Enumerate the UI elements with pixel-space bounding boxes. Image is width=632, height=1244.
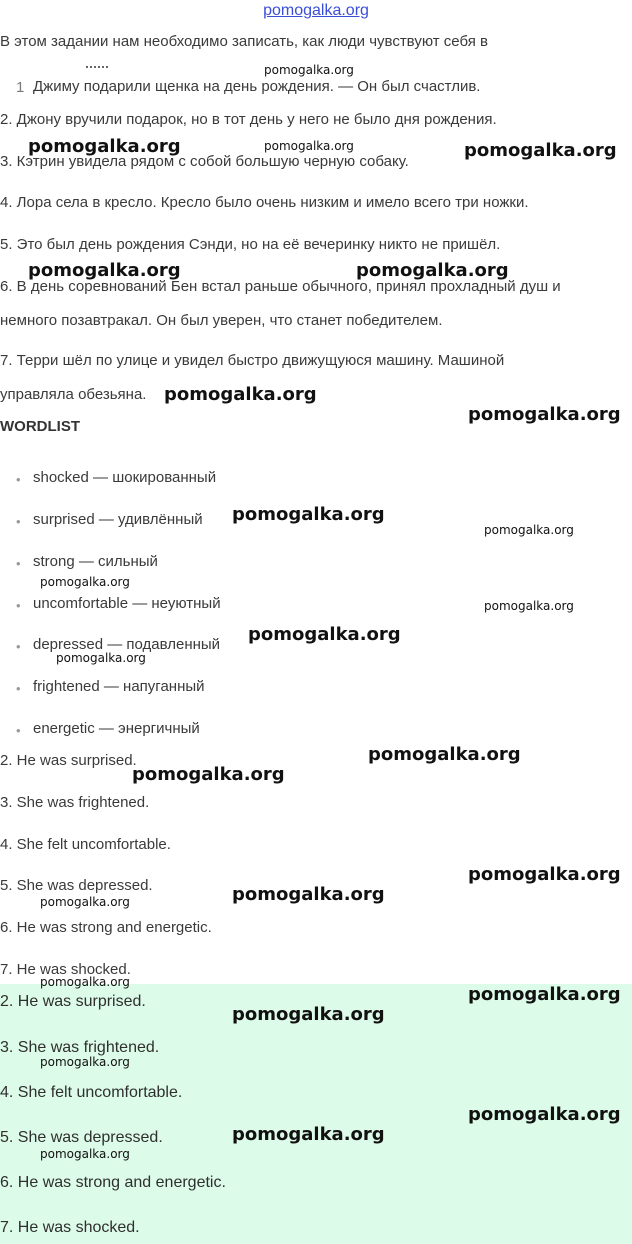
wordlist-item: frightened — напуганный — [33, 678, 205, 695]
situation-line: 6. В день соревнований Бен встал раньше обычного, принял прохладный душ и — [0, 278, 561, 295]
situation-line: управляла обезьяна. — [0, 386, 147, 403]
watermark: pomogalka.org — [468, 984, 621, 1005]
watermark: pomogalka.org — [356, 260, 509, 281]
situation-line: 4. Лора села в кресло. Кресло было очень низким и имело всего три ножки. — [0, 194, 529, 211]
intro-text: В этом задании нам необходимо записать, как люди чувствуют себя в — [0, 33, 488, 50]
watermark: pomogalka.org — [468, 1104, 621, 1125]
situation-line: немного позавтракал. Он был уверен, что станет победителем. — [0, 312, 443, 329]
highlighted-answer: 4. She felt uncomfortable. — [0, 1084, 183, 1101]
watermark: pomogalka.org — [40, 1055, 130, 1069]
watermark: pomogalka.org — [164, 384, 317, 405]
bullet-icon: • — [16, 556, 21, 571]
situation-number: 1 — [16, 79, 25, 96]
watermark: pomogalka.org — [28, 260, 181, 281]
wordlist-item: energetic — энергичный — [33, 720, 200, 737]
answer-line: 3. She was frightened. — [0, 794, 150, 811]
bullet-icon: • — [16, 723, 21, 738]
watermark: pomogalka.org — [56, 651, 146, 665]
watermark: pomogalka.org — [484, 599, 574, 613]
answer-line: 2. He was surprised. — [0, 752, 137, 769]
watermark: pomogalka.org — [232, 1124, 385, 1145]
highlighted-answer: 7. He was shocked. — [0, 1219, 140, 1236]
highlighted-answer: 2. He was surprised. — [0, 993, 146, 1010]
watermark: pomogalka.org — [264, 63, 354, 77]
wordlist-item: surprised — удивлённый — [33, 511, 203, 528]
answer-line: 5. She was depressed. — [0, 877, 153, 894]
answer-line: 7. He was shocked. — [0, 961, 131, 978]
bullet-icon: • — [16, 639, 21, 654]
watermark: pomogalka.org — [40, 575, 130, 589]
site-link[interactable]: pomogalka.org — [263, 2, 369, 19]
wordlist-item: uncomfortable — неуютный — [33, 595, 221, 612]
answer-line: 6. He was strong and energetic. — [0, 919, 212, 936]
dotted-mark — [86, 66, 108, 70]
wordlist-item: depressed — подавленный — [33, 636, 221, 653]
bullet-icon: • — [16, 598, 21, 613]
watermark: pomogalka.org — [468, 864, 621, 885]
watermark: pomogalka.org — [264, 139, 354, 153]
watermark: pomogalka.org — [232, 1004, 385, 1025]
situation-line: 2. Джону вручили подарок, но в тот день у него не было дня рождения. — [0, 111, 497, 128]
situation-line: Джиму подарили щенка на день рождения. — Он был счастлив. — [33, 78, 481, 95]
bullet-icon: • — [16, 681, 21, 696]
wordlist-heading: WORDLIST — [0, 418, 80, 435]
watermark: pomogalka.org — [232, 884, 385, 905]
watermark: pomogalka.org — [132, 764, 285, 785]
situation-line: 3. Кэтрин увидела рядом с собой большую черную собаку. — [0, 153, 409, 170]
watermark: pomogalka.org — [40, 1147, 130, 1161]
bullet-icon: • — [16, 472, 21, 487]
bullet-icon: • — [16, 514, 21, 529]
watermark: pomogalka.org — [28, 136, 181, 157]
watermark: pomogalka.org — [248, 624, 401, 645]
watermark: pomogalka.org — [468, 404, 621, 425]
situation-line: 7. Терри шёл по улице и увидел быстро движущуюся машину. Машиной — [0, 352, 505, 369]
watermark: pomogalka.org — [232, 504, 385, 525]
watermark: pomogalka.org — [40, 975, 130, 989]
wordlist-item: strong — сильный — [33, 553, 158, 570]
answer-line: 4. She felt uncomfortable. — [0, 836, 171, 853]
watermark: pomogalka.org — [484, 523, 574, 537]
wordlist-item: shocked — шокированный — [33, 469, 217, 486]
situation-line: 5. Это был день рождения Сэнди, но на её вечеринку никто не пришёл. — [0, 236, 501, 253]
highlighted-answer: 5. She was depressed. — [0, 1129, 163, 1146]
highlighted-answer: 3. She was frightened. — [0, 1039, 160, 1056]
watermark: pomogalka.org — [464, 140, 617, 161]
watermark: pomogalka.org — [40, 895, 130, 909]
watermark: pomogalka.org — [368, 744, 521, 765]
highlighted-answer: 6. He was strong and energetic. — [0, 1174, 226, 1191]
